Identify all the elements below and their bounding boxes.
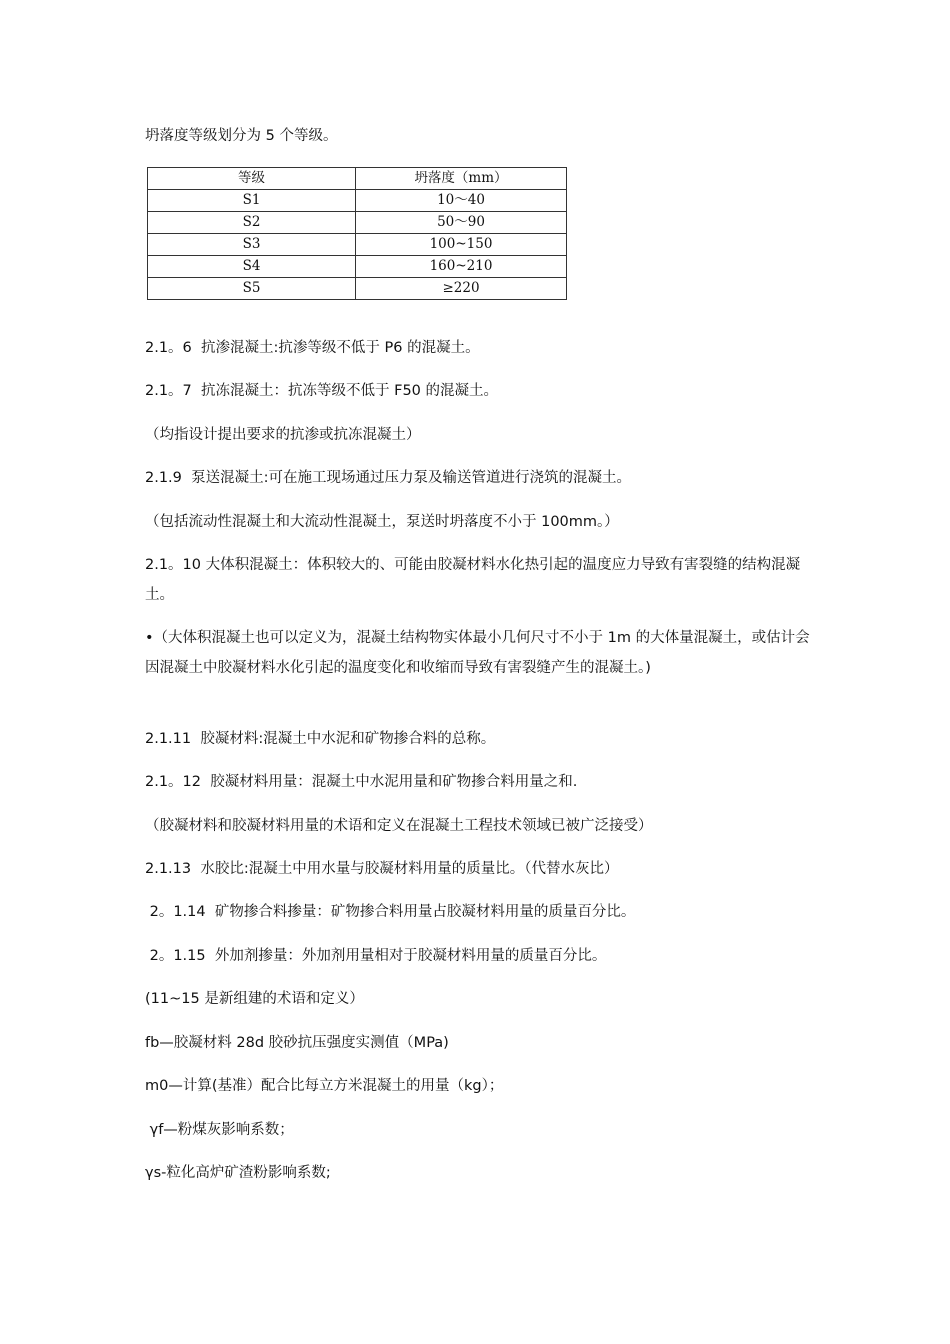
intro-text: 坍落度等级划分为 5 个等级。 [145,128,338,144]
note-impermeable: （均指设计提出要求的抗渗或抗冻混凝土） [145,427,421,443]
slump-cell: 160~210 [356,256,567,278]
header-slump: 坍落度（mm） [356,168,567,190]
paragraph-2-1-9: 2.1.9 泵送混凝土:可在施工现场通过压力泵及输送管道进行浇筑的混凝土。 [145,470,631,486]
grade-cell: S4 [148,256,356,278]
paragraph-2-1-14: 2。1.14 矿物掺合料掺量：矿物掺合料用量占胶凝材料用量的质量百分比。 [145,904,636,920]
slump-cell: 50～90 [356,212,567,234]
symbol-gamma-f: γf—粉煤灰影响系数； [145,1122,294,1138]
paragraph-2-1-12: 2.1。12 胶凝材料用量：混凝土中水泥用量和矿物掺合料用量之和. [145,774,578,790]
paragraph-2-1-7: 2.1。7 抗冻混凝土：抗冻等级不低于 F50 的混凝土。 [145,383,499,399]
table-header-row [148,168,567,190]
symbol-gamma-s: γs-粒化高炉矿渣粉影响系数; [145,1165,331,1181]
symbol-m0: m0—计算(基准）配合比每立方米混凝土的用量（kg）； [145,1078,504,1094]
slump-cell: ≥220 [356,278,567,300]
table-row [148,212,567,234]
table-row [148,190,567,212]
grade-cell: S2 [148,212,356,234]
slump-cell: 10～40 [356,190,567,212]
header-grade: 等级 [148,168,356,190]
grade-cell: S5 [148,278,356,300]
grade-cell: S1 [148,190,356,212]
slump-grade-table [147,167,567,300]
paragraph-2-1-11: 2.1.11 胶凝材料:混凝土中水泥和矿物掺合料的总称。 [145,731,496,747]
note-pumped: （包括流动性混凝土和大流动性混凝土，泵送时坍落度不小于 100mm。） [145,514,619,530]
note-mass-concrete: •（大体积混凝土也可以定义为，混凝土结构物实体最小几何尺寸不小于 1m 的大体量混凝土，或估计会因混凝土中胶凝材料水化引起的温度变化和收缩而导致有害裂缝产生的混凝土。) [145,630,810,676]
table-row [148,278,567,300]
slump-cell: 100~150 [356,234,567,256]
note-binder: （胶凝材料和胶凝材料用量的术语和定义在混凝土工程技术领域已被广泛接受） [145,818,653,834]
paragraph-2-1-15: 2。1.15 外加剂掺量：外加剂用量相对于胶凝材料用量的质量百分比。 [145,948,607,964]
note-new-terms: (11~15 是新组建的术语和定义） [145,991,364,1007]
paragraph-2-1-6: 2.1。6 抗渗混凝土:抗渗等级不低于 P6 的混凝土。 [145,340,480,356]
symbol-fb: fb—胶凝材料 28d 胶砂抗压强度实测值（MPa) [145,1035,449,1051]
paragraph-2-1-10: 2.1。10 大体积混凝土：体积较大的、可能由胶凝材料水化热引起的温度应力导致有害裂缝的结构混凝土。 [145,557,801,603]
table-row [148,256,567,278]
table-row [148,234,567,256]
paragraph-2-1-13: 2.1.13 水胶比:混凝土中用水量与胶凝材料用量的质量比。（代替水灰比） [145,861,619,877]
grade-cell: S3 [148,234,356,256]
